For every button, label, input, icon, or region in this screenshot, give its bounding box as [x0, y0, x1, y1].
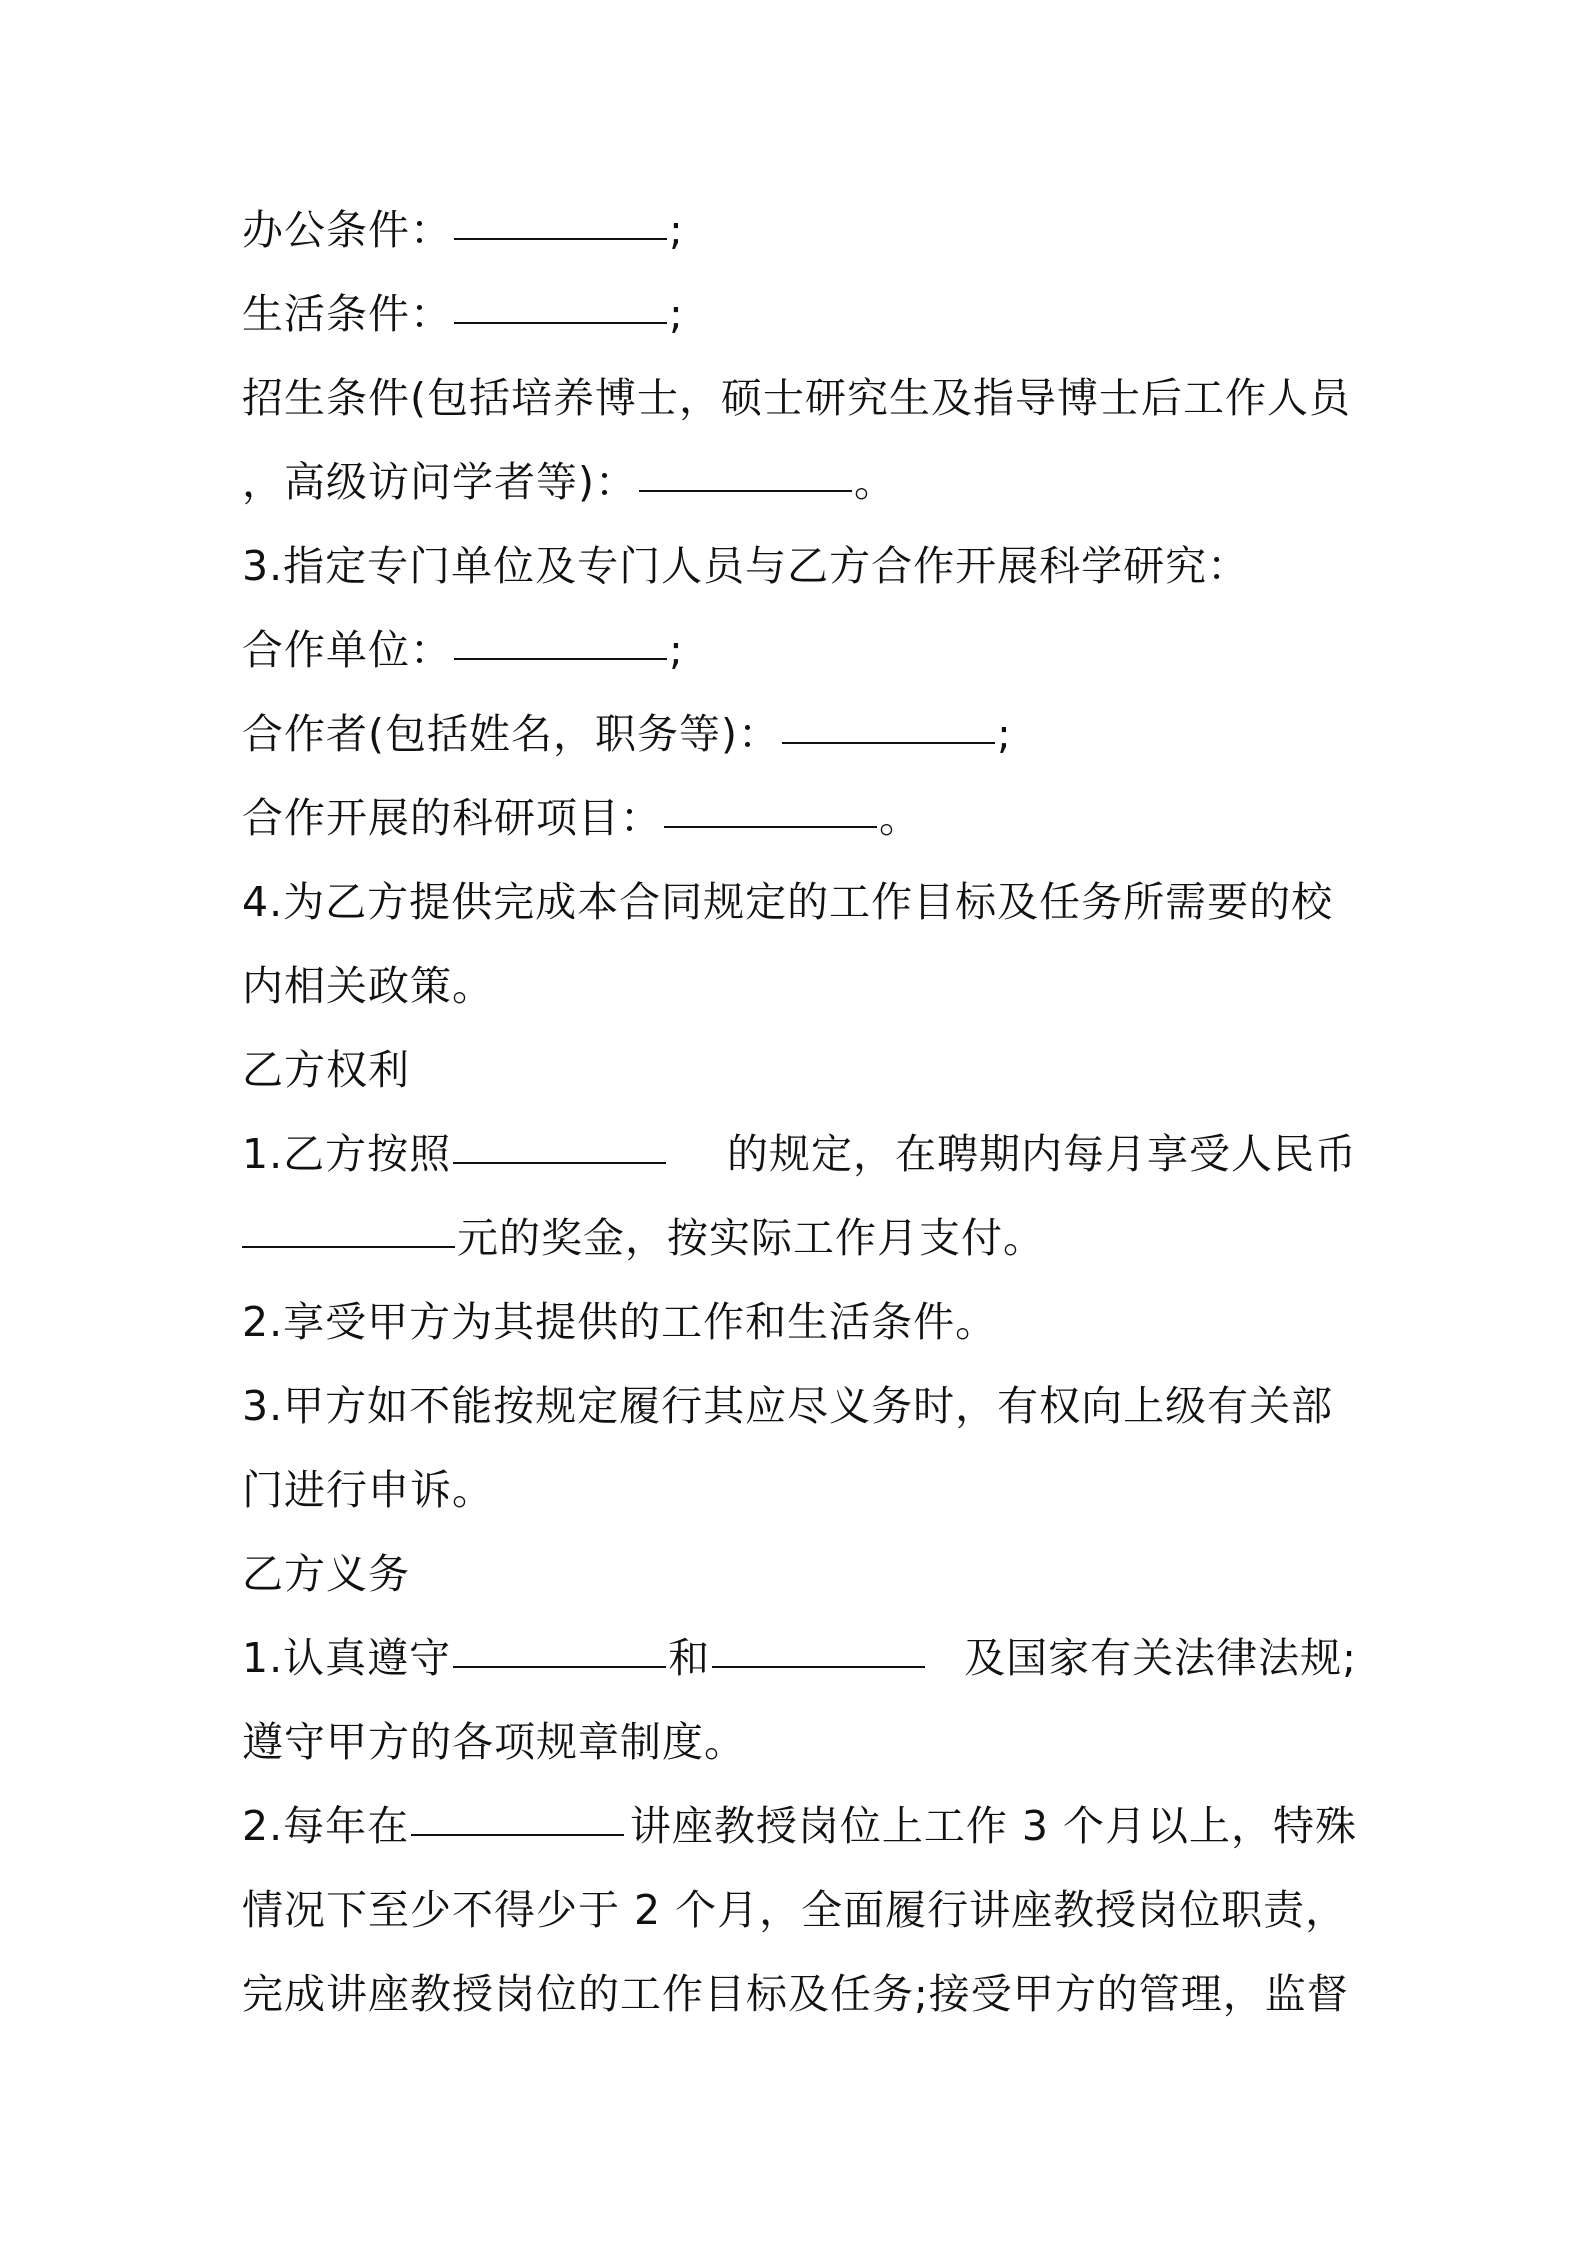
clause-4-line-2: 内相关政策。 [242, 962, 494, 1010]
rights-clause-1-line-2: 元的奖金，按实际工作月支付。 [242, 1196, 1357, 1280]
blank-field [782, 694, 995, 744]
rights-clause-2-line: 2.享受甲方为其提供的工作和生活条件。 [242, 1298, 998, 1346]
blank-field [411, 1786, 624, 1836]
obligations-clause-2-line: 2.每年在 讲座教授岗位上工作 3 个月以上，特殊 [242, 1784, 1357, 1868]
clause-4-line: 4.为乙方提供完成本合同规定的工作目标及任务所需要的校 [242, 878, 1334, 926]
cooperating-unit-line: 合作单位： ; [242, 608, 1357, 692]
enrollment-conditions-line: 招生条件(包括培养博士，硕士研究生及指导博士后工作人员 [242, 374, 1351, 422]
blank-field [453, 1618, 666, 1668]
rights-clause-3-line: 3.甲方如不能按规定履行其应尽义务时，有权向上级有关部 [242, 1382, 1334, 1430]
party-b-obligations-heading: 乙方义务 [242, 1550, 410, 1598]
rights-clause-1-line: 1.乙方按照 的规定，在聘期内每月享受人民币 [242, 1112, 1357, 1196]
blank-field [454, 274, 667, 324]
obligations-clause-2-line-3: 完成讲座教授岗位的工作目标及任务;接受甲方的管理，监督 [242, 1970, 1349, 2018]
blank-field [639, 442, 852, 492]
enrollment-conditions-line-2: ，高级访问学者等)： 。 [242, 440, 1357, 524]
office-conditions-line: 办公条件： ; [242, 188, 1357, 272]
party-b-rights-heading: 乙方权利 [242, 1046, 410, 1094]
blank-field [712, 1618, 925, 1668]
obligations-clause-1-line-2: 遵守甲方的各项规章制度。 [242, 1718, 746, 1766]
cooperator-line: 合作者(包括姓名，职务等)： ; [242, 692, 1357, 776]
rights-clause-3-line-2: 门进行申诉。 [242, 1466, 494, 1514]
living-conditions-line: 生活条件： ; [242, 272, 1357, 356]
research-project-line: 合作开展的科研项目： 。 [242, 776, 1357, 860]
obligations-clause-1-line: 1.认真遵守 和 及国家有关法律法规; [242, 1616, 1357, 1700]
blank-field [453, 1114, 666, 1164]
blank-field [454, 190, 667, 240]
blank-field [242, 1198, 455, 1248]
document-body [242, 188, 1357, 2036]
blank-field [664, 778, 877, 828]
clause-3-heading: 3.指定专门单位及专门人员与乙方合作开展科学研究： [242, 542, 1250, 590]
blank-field [454, 610, 667, 660]
obligations-clause-2-line-2: 情况下至少不得少于 2 个月，全面履行讲座教授岗位职责， [242, 1886, 1348, 1934]
